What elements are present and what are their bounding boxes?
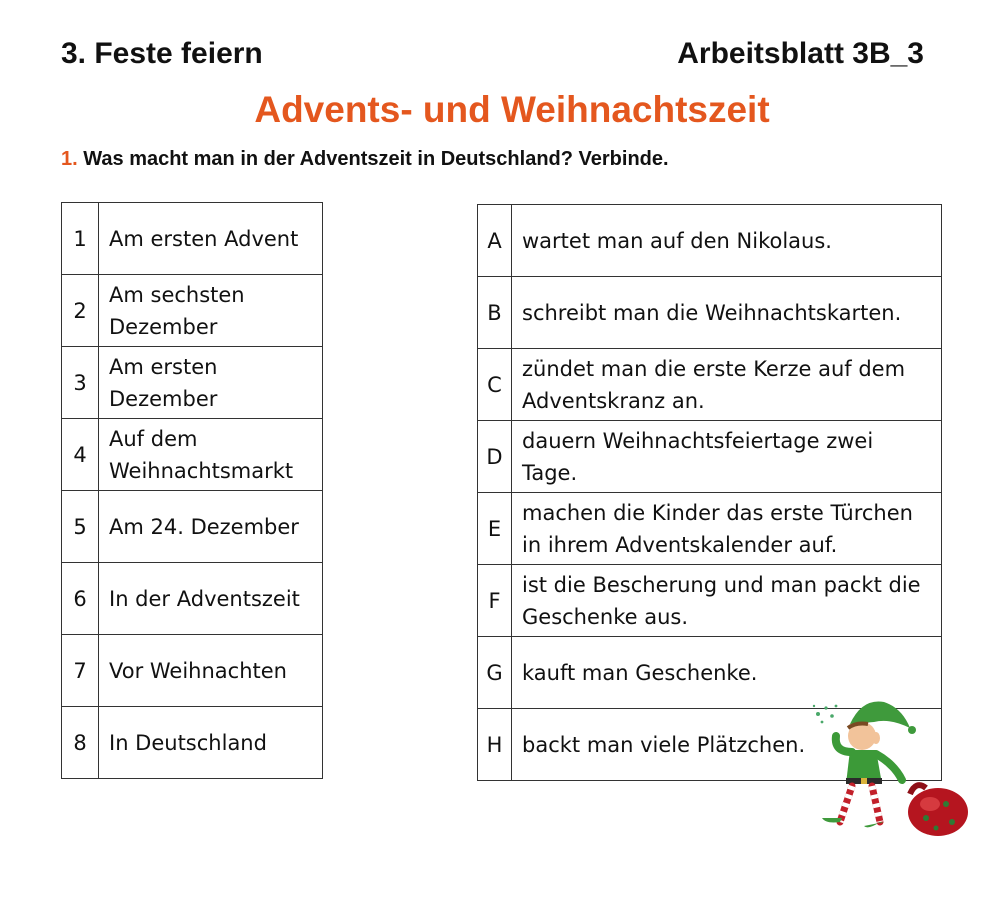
item-number: 8 (62, 707, 99, 779)
task-text: Was macht man in der Adventszeit in Deutschland? Verbinde. (83, 148, 669, 170)
item-text: backt man viele Plätzchen. (512, 709, 942, 781)
table-row[interactable] (62, 707, 323, 779)
table-row[interactable] (62, 275, 323, 347)
item-text: ist die Bescherung und man packt die Geschenke aus. (512, 565, 942, 637)
worksheet-id: Arbeitsblatt 3B_3 (677, 37, 924, 70)
item-text: dauern Weihnachtsfeiertage zwei Tage. (512, 421, 942, 493)
task-instruction (61, 146, 669, 172)
table-row[interactable] (478, 205, 942, 277)
table-row[interactable] (62, 563, 323, 635)
item-letter: A (478, 205, 512, 277)
item-text: Am ersten Dezember (99, 347, 323, 419)
item-number: 3 (62, 347, 99, 419)
item-text: In der Adventszeit (99, 563, 323, 635)
item-letter: E (478, 493, 512, 565)
item-letter: F (478, 565, 512, 637)
left-matching-table (61, 202, 323, 779)
item-text: kauft man Geschenke. (512, 637, 942, 709)
item-text: wartet man auf den Nikolaus. (512, 205, 942, 277)
chapter-heading: 3. Feste feiern (61, 37, 263, 70)
item-number: 1 (62, 203, 99, 275)
item-number: 5 (62, 491, 99, 563)
table-row[interactable] (62, 491, 323, 563)
item-text: In Deutschland (99, 707, 323, 779)
item-text: schreibt man die Weihnachtskarten. (512, 277, 942, 349)
table-row[interactable] (478, 421, 942, 493)
item-number: 6 (62, 563, 99, 635)
item-number: 2 (62, 275, 99, 347)
item-text: Vor Weihnachten (99, 635, 323, 707)
item-text: Am ersten Advent (99, 203, 323, 275)
table-row[interactable] (478, 349, 942, 421)
item-text: Auf dem Weihnachtsmarkt (99, 419, 323, 491)
table-row[interactable] (478, 277, 942, 349)
table-row[interactable] (62, 347, 323, 419)
item-letter: B (478, 277, 512, 349)
table-row[interactable] (62, 419, 323, 491)
item-text: zündet man die erste Kerze auf dem Adventskranz an. (512, 349, 942, 421)
elf-illustration (806, 694, 976, 844)
item-text: Am sechsten Dezember (99, 275, 323, 347)
table-row[interactable] (478, 565, 942, 637)
item-letter: D (478, 421, 512, 493)
elf-legs (822, 786, 884, 827)
page-title: Advents- und Weihnachtszeit (254, 89, 770, 130)
item-number: 4 (62, 419, 99, 491)
table-row[interactable] (62, 635, 323, 707)
item-text: Am 24. Dezember (99, 491, 323, 563)
sparkle-dots (813, 705, 838, 724)
task-number: 1. (61, 148, 78, 170)
item-letter: C (478, 349, 512, 421)
item-number: 7 (62, 635, 99, 707)
table-row[interactable] (478, 493, 942, 565)
item-text: machen die Kinder das erste Türchen in ihrem Adventskalender auf. (512, 493, 942, 565)
table-row[interactable] (62, 203, 323, 275)
item-letter: G (478, 637, 512, 709)
gift-sack-icon (908, 785, 968, 836)
item-letter: H (478, 709, 512, 781)
